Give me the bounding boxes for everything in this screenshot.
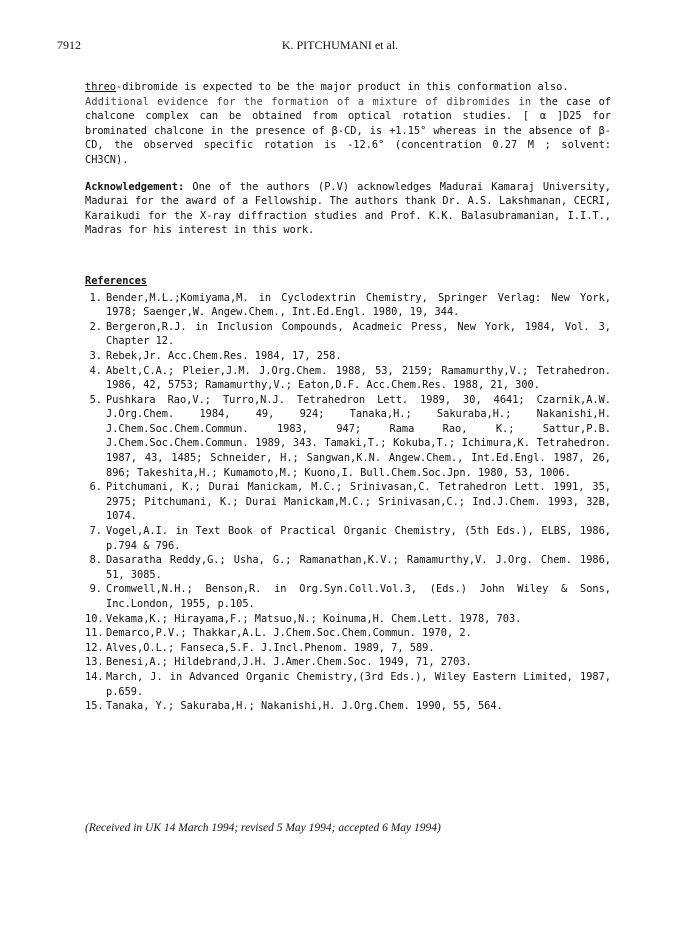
- reference-item: [85, 582, 611, 611]
- received-dates: (Received in UK 14 March 1994; revised 5 May 1994; accepted 6 May 1994): [85, 822, 441, 834]
- reference-item: [85, 612, 611, 627]
- reference-number: 12.: [85, 641, 104, 654]
- reference-number: 5.: [89, 393, 102, 406]
- reference-number: 10.: [85, 612, 104, 625]
- references-list: [85, 291, 611, 714]
- paragraph-optical-rotation-first-line: Additional evidence for the formation of a mixture of dibromides in: [85, 95, 532, 108]
- paragraph-conformation: [85, 80, 611, 95]
- references-heading: References: [85, 274, 147, 287]
- reference-text: Cromwell,N.H.; Benson,R. in Org.Syn.Coll.Vol.3, (Eds.) John Wiley & Sons, Inc.London, 1955, p.105.: [106, 583, 611, 610]
- reference-text: Tanaka, Y.; Sakuraba,H.; Nakanishi,H. J.Org.Chem. 1990, 55, 564.: [106, 700, 503, 713]
- reference-item: [85, 291, 611, 320]
- reference-number: 6.: [89, 481, 102, 494]
- reference-text: Pitchumani, K.; Durai Manickam, M.C.; Srinivasan,C. Tetrahedron Lett. 1991, 35, 2975; Pitchumani, K.; Durai Manickam,M.C.; Srinivasan,C.; Ind.J.Chem. 1993, 32B, 1074.: [106, 481, 611, 523]
- reference-item: [85, 524, 611, 553]
- page-number: 7912: [57, 38, 81, 52]
- reference-item: [85, 641, 611, 656]
- reference-text: Demarco,P.V.; Thakkar,A.L. J.Chem.Soc.Chem.Commun. 1970, 2.: [106, 627, 472, 640]
- reference-text: Alves,O.L.; Fanseca,S.F. J.Incl.Phenom. 1989, 7, 589.: [106, 641, 435, 654]
- reference-item: [85, 699, 611, 714]
- reference-text: Benesi,A.; Hildebrand,J.H. J.Amer.Chem.Soc. 1949, 71, 2703.: [106, 656, 472, 669]
- reference-number: 14.: [85, 670, 104, 683]
- reference-text: Vogel,A.I. in Text Book of Practical Organic Chemistry, (5th Eds.), ELBS, 1986, p.794 & 796.: [106, 525, 611, 552]
- acknowledgement-label: Acknowledgement:: [85, 180, 185, 193]
- reference-text: Bergeron,R.J. in Inclusion Compounds, Acadmeic Press, New York, 1984, Vol. 3, Chapter 12.: [106, 320, 611, 348]
- paragraph-optical-rotation: [85, 95, 611, 168]
- running-head: K. PITCHUMANI et al.: [281, 38, 399, 52]
- article-body: [85, 80, 611, 714]
- threo-term: threo: [85, 81, 116, 93]
- reference-item: [85, 393, 611, 481]
- reference-number: 8.: [89, 554, 102, 567]
- reference-item: [85, 626, 611, 641]
- reference-number: 1.: [89, 291, 102, 304]
- acknowledgement: [85, 180, 611, 238]
- reference-item: [85, 553, 611, 582]
- reference-number: 3.: [89, 349, 102, 362]
- reference-item: [85, 480, 611, 524]
- reference-number: 4.: [89, 364, 102, 377]
- reference-number: 9.: [89, 583, 102, 596]
- reference-text: Rebek,Jr. Acc.Chem.Res. 1984, 17, 258.: [106, 349, 342, 362]
- reference-item: [85, 349, 611, 364]
- reference-number: 13.: [85, 656, 104, 669]
- reference-text: Dasaratha Reddy,G.; Usha, G.; Ramanathan,K.V.; Ramamurthy,V. J.Org. Chem. 1986, 51, 3085.: [106, 554, 611, 581]
- reference-number: 2.: [89, 320, 102, 333]
- reference-text: Vekama,K.; Hirayama,F.; Matsuo,N.; Koinuma,H. Chem.Lett. 1978, 703.: [106, 612, 522, 625]
- reference-text: March, J. in Advanced Organic Chemistry,(3rd Eds.), Wiley Eastern Limited, 1987, p.659.: [106, 670, 611, 698]
- reference-number: 15.: [85, 700, 104, 713]
- reference-number: 11.: [85, 627, 104, 640]
- reference-number: 7.: [89, 525, 102, 538]
- paragraph-optical-rotation-text: the case of chalcone complex can be obtained from optical rotation studies. [ α ]D25 for brominated chalcone in the presence of β-CD, is +1.15° whereas in the absence of β-CD, the observed specific rotation is -12.6° (concentration 0.27 M ; solvent: CH3CN).: [85, 95, 612, 166]
- paragraph-conformation-text: -dibromide is expected to be the major product in this conformation also.: [116, 81, 569, 93]
- acknowledgement-text: One of the authors (P.V) acknowledges Madurai Kamaraj University, Madurai for the award of a Fellowship. The authors thank Dr. A.S. Lakshmanan, CECRI, Karaikudi for the X-ray diffraction studies and Prof. K.K. Balasubramanian, I.I.T., Madras for his interest in this work.: [85, 180, 612, 237]
- reference-item: [85, 364, 611, 393]
- reference-item: [85, 670, 611, 699]
- reference-item: [85, 655, 611, 670]
- reference-item: [85, 320, 611, 349]
- reference-text: Abelt,C.A.; Pleier,J.M. J.Org.Chem. 1988, 53, 2159; Ramamurthy,V.; Tetrahedron. 1986, 42, 5753; Ramamurthy,V.; Eaton,D.F. Acc.Chem.Res. 1988, 21, 300.: [106, 364, 611, 392]
- reference-text: Pushkara Rao,V.; Turro,N.J. Tetrahedron Lett. 1989, 30, 4641; Czarnik,A.W. J.Org.Chem. 1984, 49, 924; Tanaka,H.; Sakuraba,H.; Nakanishi,H. J.Chem.Soc.Chem.Commun. 1983, 947; Rama Rao, K.; Sattur,P.B. J.Chem.Soc.Chem.Commun. 1989, 343. Tamaki,T.; Kokuba,T.; Ichimura,K. Tetrahedron. 1987, 43, 1485; Schneider, H.; Sangwan,K.N. Angew.Chem., Int.Ed.Engl. 1987, 26, 896; Takeshita,H.; Kumamoto,M.; Kuono,I. Bull.Chem.Soc.Jpn. 1980, 53, 1006.: [106, 393, 611, 479]
- reference-text: Bender,M.L.;Komiyama,M. in Cyclodextrin Chemistry, Springer Verlag: New York, 1978; Saenger,W. Angew.Chem., Int.Ed.Engl. 1980, 19, 344.: [106, 291, 611, 319]
